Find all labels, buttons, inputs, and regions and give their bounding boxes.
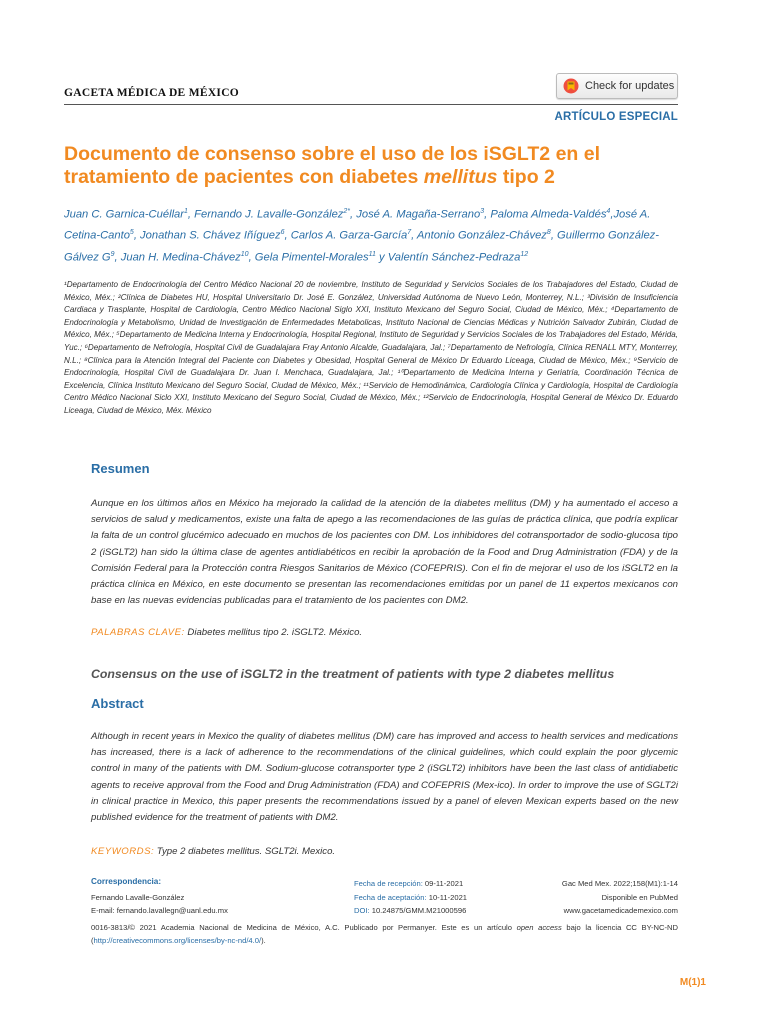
- author-name: Guillermo González-Gálvez G: [64, 230, 659, 264]
- english-title: Consensus on the use of iSGLT2 in the treatment of patients with type 2 diabetes mellitus: [91, 667, 615, 681]
- author-affiliation-number: 5: [129, 229, 134, 237]
- abstract-text: Although in recent years in Mexico the quality of diabetes mellitus (DM) care has improved and access to health services and medications has increased, there is a lack of adherence to the recommendations of the clinical guidelines, which could explain the poor glycemic control in many of the patients with DM. Sodium-glucose cotransporter type 2 (iSGLT2) inhibitors have been the last class of antidiabetic agents to receive approval from the Food and Drug Administration (FDA) and COFEPRIS (Mex-ico). In order to improve the use of SGLT2i in clinical practice in Mexico, this paper presents the recommendations issued by a panel of eleven Mexican experts based on the new published evidence for the treatment of patients with DM2.: [91, 731, 678, 824]
- page-number: M(1)1: [679, 977, 706, 988]
- author-name: José A. Magaña-Serrano: [356, 208, 481, 221]
- author-separator: ,: [350, 208, 357, 221]
- license-link[interactable]: http://creativecommons.org/licenses/by-nc-nd/4.0/: [93, 935, 262, 945]
- author-separator: ,: [284, 230, 291, 243]
- author-separator: ,: [484, 208, 491, 221]
- citation: Gac Med Mex. 2022;158(M1):1-14: [561, 879, 678, 888]
- check-for-updates-label: Check for updates: [585, 80, 675, 92]
- palabras-clave-label: PALABRAS CLAVE:: [91, 627, 185, 638]
- license-part-1: 0016-3813/© 2021 Academia Nacional de Medicina de México, A.C. Publicado por Permanyer. Este es un artículo: [91, 923, 517, 932]
- license-end: ).: [261, 935, 266, 945]
- title-part-1: Documento de consenso sobre el uso de los iSGLT2 en el tratamiento de pacientes con diabetes: [64, 143, 601, 188]
- author-separator: ,: [248, 251, 255, 264]
- author-affiliation-number: 3: [480, 208, 485, 215]
- author-affiliation-number: 12: [520, 250, 529, 258]
- palabras-clave: [91, 627, 362, 638]
- keywords: [91, 846, 335, 857]
- received-label: Fecha de recepción:: [354, 879, 423, 888]
- palabras-clave-values: Diabetes mellitus tipo 2. iSGLT2. México.: [184, 627, 363, 638]
- correspondence-heading: Correspondencia:: [91, 877, 162, 886]
- author-name: Juan H. Medina-Chávez: [120, 251, 241, 264]
- abstract-heading: Abstract: [91, 696, 144, 711]
- author-list: [64, 203, 682, 267]
- resumen-text: Aunque en los últimos años en México ha mejorado la calidad de la atención de la diabetes mellitus (DM) y ha aumentado el acceso a servicios de salud y medicamentos, existe una falta de apego a las recomendaciones de las guías de práctica clínica, que podría explicar la falta de un control glucémico adecuado en muchos de los pacientes con DM. Los inhibidores del cotransportador de sodio-glucosa tipo 2 (iSGLT2) han sido la última clase de agentes antidiabéticos en recibir la aprobación de la Food and Drug Administration (FDA) y de la Comisión Federal para la Protección contra Riesgos Sanitarios de México (COFEPRIS). Con el fin de mejorar el uso de los iSGLT2 en la práctica clínica en México, en este documento se presentan las recomendaciones emitidas por un panel de 11 expertos mexicanos con base en las nuevas evidencias publicadas para el tratamiento de los pacientes con DM2.: [91, 498, 678, 607]
- accepted-date: [354, 891, 467, 904]
- pubmed-availability: Disponible en PubMed: [601, 893, 678, 902]
- author-affiliation-number: 1: [184, 208, 188, 215]
- article-type-label: ARTÍCULO ESPECIAL: [554, 111, 678, 123]
- article-title: [64, 143, 664, 189]
- author-affiliation-number: 11: [368, 250, 376, 258]
- author-separator: ,: [114, 251, 121, 264]
- author-separator: ,: [187, 208, 195, 221]
- license-part-2: bajo la licencia CC BY-NC-ND (: [91, 923, 678, 945]
- keywords-values: Type 2 diabetes mellitus. SGLT2i. Mexico.: [154, 846, 336, 857]
- author-affiliation-number: 9: [110, 250, 115, 258]
- author-name: Juan C. Garnica-Cuéllar: [64, 208, 185, 221]
- author-affiliation-number: 4: [606, 208, 611, 215]
- affiliations: ¹Departamento de Endocrinología del Centro Médico Nacional 20 de noviembre, Instituto de Seguridad y Servicios Sociales de los Trabajadores del Estado, Ciudad de México, Méx.; ²Clínica de Diabetes HU, Hospital Universitario Dr. José E. González, Universidad Autónoma de Nuevo León, Monterrey, N.L.; ³División de Insuficiencia Cardiaca y Trasplante, Hospital de Cardiología, Centro Médico Nacional Siglo XXI, Instituto Mexicano del Seguro Social, Ciudad de México, Méx.; ⁴Departamento de Endocrinología y Metabolismo, Unidad de Investigación de Enfermedades Metabolicas, Instituto Nacional de Ciencias Médicas y Nutrición Salvador Zubirán, Ciudad de México, Méx.; ⁵Departamento de Medicina Interna y Endocrinología, Hospital Regional, Instituto de Seguridad y Servicios Sociales de los Trabajadores del Estado, Mérida, Yuc.; ⁶Departamento de Nefrología, Hospital Civil de Guadalajara Fray Antonio Alcalde, Guadalajara, Jal.; ⁷Departamento de Nefrología, Clínica RENALL MTY, Monterrey, N.L.; ⁸Clínica para la Atención Integral del Paciente con Diabetes y Obesidad, Hospital General de México Dr Eduardo Liceaga, Ciudad de México, Méx.; ⁹Servicio de Endocrinología, Hospital Civil de Guadalajara Dr. Juan I. Menchaca, Guadalajara, Jal.; ¹⁰Departamento de Medicina Interna y Geriatría, Coordinación Técnica de Excelencia, Clínica Instituto Mexicano del Seguro Social, Ciudad de México, Méx.; ¹¹Servicio de Hemodinámica, Cardiología Clínica y Cardiología, Hospital de Cardiología Centro Médico Nacional Siclo XXI, Instituto Mexicano del Seguro Social, Ciudad de México, Méx.; ¹²Servicio de Endocrinología, Hospital General de México Dr. Eduardo Liceaga, Ciudad de México, Méx. México: [64, 280, 678, 415]
- author-name: Carlos A. Garza-García: [290, 230, 408, 243]
- journal-website[interactable]: www.gacetamedicademexico.com: [563, 906, 678, 915]
- doi[interactable]: [354, 904, 466, 917]
- author-separator: y: [375, 251, 388, 264]
- received-value: 09-11-2021: [422, 879, 464, 888]
- author-affiliation-number: 2*: [343, 208, 351, 215]
- doi-value: 10.24875/GMM.M21000596: [369, 906, 467, 915]
- author-name: Jonathan S. Chávez Iñíguez: [140, 230, 281, 243]
- title-part-2: tipo 2: [497, 166, 555, 188]
- doi-label: DOI:: [354, 906, 370, 915]
- author-affiliation-number: 7: [407, 229, 412, 237]
- resumen-heading: Resumen: [91, 461, 150, 476]
- crossmark-icon: [563, 78, 579, 94]
- author-affiliation-number: 6: [280, 229, 285, 237]
- author-name: Gela Pimentel-Morales: [254, 251, 369, 264]
- author-separator: ,: [411, 230, 417, 243]
- correspondence-name: Fernando Lavalle-González: [91, 893, 185, 902]
- license-statement: [91, 922, 678, 947]
- author-name: Antonio González-Chávez: [416, 230, 547, 243]
- author-name: Paloma Almeda-Valdés: [490, 208, 607, 221]
- author-affiliation-number: 8: [546, 229, 551, 237]
- received-date: [354, 877, 463, 890]
- accepted-value: 10-11-2021: [426, 893, 468, 902]
- author-name: José A. Cetina-Canto: [64, 208, 651, 243]
- correspondence-email[interactable]: E-mail: fernando.lavallegn@uanl.edu.mx: [91, 906, 228, 915]
- journal-name: GACETA MÉDICA DE MÉXICO: [64, 87, 240, 99]
- author-separator: ,: [550, 230, 558, 243]
- author-name: Valentín Sánchez-Pedraza: [387, 251, 521, 264]
- keywords-label: KEYWORDS:: [91, 846, 155, 857]
- author-separator: ,: [610, 208, 614, 221]
- author-separator: ,: [133, 230, 141, 243]
- title-italic-word: mellitus: [423, 166, 498, 188]
- author-affiliation-number: 10: [240, 250, 249, 258]
- license-open-access: open access: [516, 923, 562, 932]
- check-for-updates-button[interactable]: [556, 73, 678, 99]
- header-divider: [64, 104, 678, 105]
- accepted-label: Fecha de aceptación:: [354, 893, 427, 902]
- author-name: Fernando J. Lavalle-González: [194, 208, 344, 221]
